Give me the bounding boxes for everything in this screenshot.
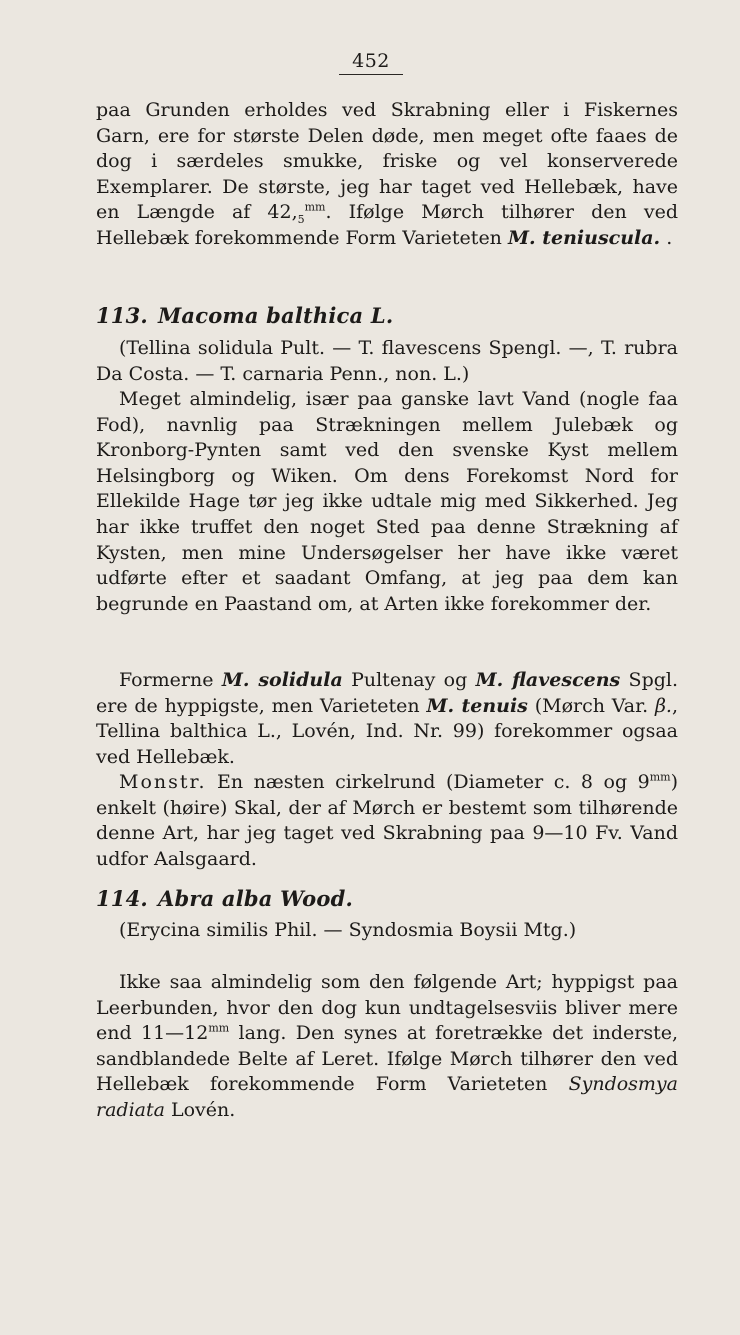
para2-text-b: Pultenay og: [342, 669, 476, 691]
para3-label: Monstr.: [119, 771, 207, 793]
section-114-heading: [96, 885, 353, 913]
section-114-paragraph-1: [96, 970, 678, 1124]
section-113-heading: [96, 302, 393, 330]
para2-taxon-3: M. tenuis: [426, 694, 528, 717]
intro-taxon: M. teniuscula.: [507, 226, 661, 249]
s114-superscript: mm: [208, 1021, 230, 1035]
s114-text-a: Ikke saa almindelig som den følgende Art; hyppigst paa Leerbunden, hvor den dog kun undtagelsesviis bliver mere end 11—12: [96, 971, 678, 1045]
section-113-paragraph-3: [96, 770, 678, 872]
section-114-title: Abra alba Wood.: [157, 886, 353, 911]
section-114-number: 114.: [96, 886, 148, 911]
section-113-synonyms: (Tellina solidula Pult. — T. flavescens Spengl. —, T. rubra Da Costa. — T. carnaria Penn., non. L.): [96, 337, 678, 385]
s114-text-b: lang. Den synes at foretrække det inderste, sandblandede Belte af Leret. Ifølge Mørch tilhører den ved Hellebæk forekommende Form Varieteten: [96, 1022, 678, 1096]
section-113-paragraph-2: [96, 668, 678, 770]
para2-taxon-2: M. flavescens: [475, 669, 621, 691]
section-113-paragraph-1: Meget almindelig, især paa ganske lavt Vand (nogle faa Fod), navnlig paa Strækningen mellem Julebæk og Kronborg-Pynten samt ved den svenske Kyst mellem Helsingborg og Wiken. Om dens Forekomst Nord for Ellekilde Hage tør jeg ikke udtale mig med Sikkerhed. Jeg har ikke truffet den noget Sted paa denne Strækning af Kysten, men mine Undersøgelser her have ikke været udførte efter et saadant Omfang, at jeg paa dem kan begrunde en Paastand om, at Arten ikke forekommer der.: [96, 388, 678, 615]
para3-text-b: ) enkelt (høire) Skal, der af Mørch er bestemt som tilhørende denne Art, har jeg taget ved Skrabning paa 9—10 Fv. Vand udfor Aalsgaard.: [96, 771, 678, 870]
para2-text-c: Spgl. ere de hyppigste, men Varieteten: [96, 669, 679, 717]
para2-text-d: (Mørch Var.: [527, 694, 655, 717]
para3-superscript: mm: [649, 770, 671, 784]
section-113-number: 113.: [96, 303, 148, 328]
s114-taxon: Syndosmya radiata: [96, 1073, 678, 1121]
section-114-synonyms: (Erycina similis Phil. — Syndosmia Boysii Mtg.): [119, 919, 577, 941]
s114-text-c: Lovén.: [164, 1098, 236, 1121]
page-number: 452: [339, 48, 403, 75]
para2-beta: β.: [654, 694, 672, 717]
section-113-title: Macoma balthica L.: [157, 303, 394, 328]
para3-text-a: En næsten cirkelrund (Diameter c. 8 og 9: [206, 771, 650, 793]
intro-text-a: paa Grunden erholdes ved Skrabning eller i Fiskernes Garn, ere for største Delen døde, men meget ofte faaes de dog i særdeles smukke, friske og vel konserverede Exemplarer. De største, jeg har taget ved Hellebæk, have en Længde af 42,: [96, 99, 678, 224]
intro-subscript: 5: [297, 213, 305, 227]
para2-text-a: Formerne: [119, 669, 222, 691]
para2-taxon-1: M. solidula: [221, 669, 343, 691]
para2-text-e: , Tellina balthica L., Lovén, Ind. Nr. 99) forekommer ogsaa ved Hellebæk.: [96, 694, 679, 768]
intro-superscript: mm: [304, 201, 326, 215]
intro-text-b: . Ifølge Mørch tilhører den ved Hellebæk forekommende Form Varieteten: [96, 201, 678, 249]
intro-paragraph: [96, 98, 678, 252]
intro-mark: .: [660, 226, 673, 249]
